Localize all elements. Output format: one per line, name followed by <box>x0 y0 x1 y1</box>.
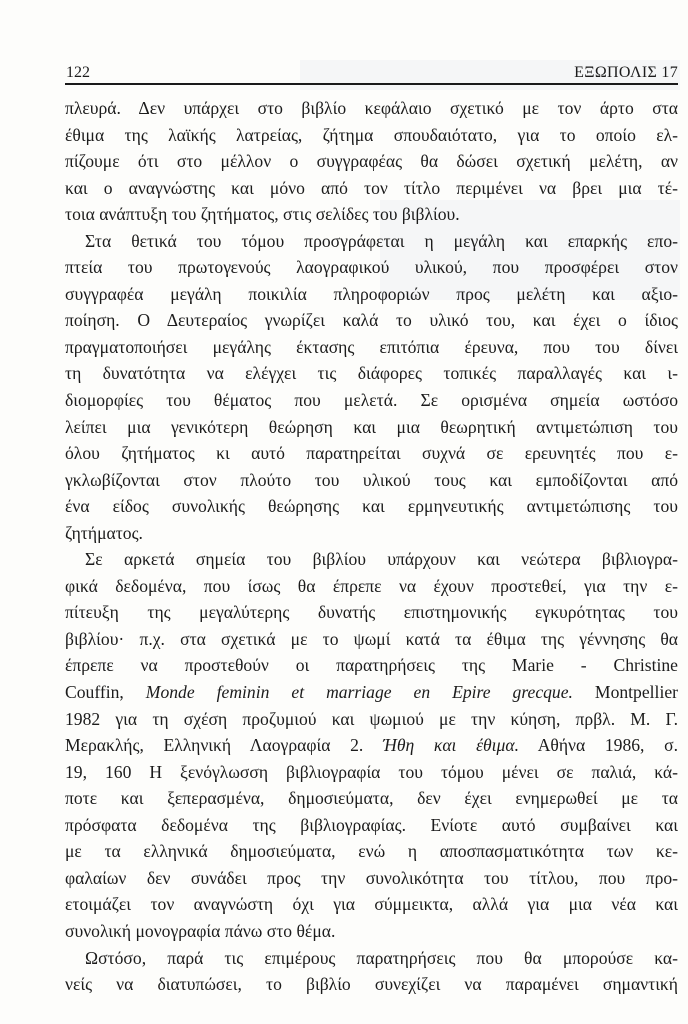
text-segment: ζητήματος. <box>65 522 143 543</box>
text-segment: Montpellier <box>572 682 678 703</box>
text-line <box>65 599 678 626</box>
paragraph-first-line <box>65 945 678 972</box>
text-line <box>65 467 678 494</box>
text-segment: συγγραφέα μεγάλη ποικιλία πληροφοριών προς μελέτη και αξιο- <box>65 283 678 304</box>
text-line <box>65 440 678 467</box>
text-segment: φικά δεδομένα, που ίσως θα έπρεπε να έχουν προστεθεί, για την ε- <box>65 575 678 596</box>
italic-title: Ήθη και έθιμα. <box>382 735 520 756</box>
text-segment: φαλαίων δεν συνάδει προς την συνολικότητα του τίτλου, που προ- <box>65 867 678 888</box>
text-segment: Αθήνα 1986, σ. <box>519 735 678 756</box>
text-segment: Ωστόσο, παρά τις επιμέρους παρατηρήσεις που θα μπορούσε κα- <box>85 947 678 968</box>
text-segment: Couffin, <box>65 682 146 703</box>
text-line <box>65 706 678 733</box>
text-line <box>65 759 678 786</box>
text-line <box>65 148 678 175</box>
text-segment: πίζουμε ότι στο μέλλον ο συγγραφέας θα δώσει σχετική μελέτη, αν <box>65 151 678 172</box>
document-page <box>65 62 678 998</box>
text-segment: ποίηση. Ο Δευτεραίος γνωρίζει καλά το υλικό του, και έχει ο ίδιος <box>65 310 678 331</box>
paragraph-first-line <box>65 228 678 255</box>
text-segment: ένα είδος συνολικής θεώρησης και ερμηνευτικής αντιμετώπισης του <box>65 496 678 517</box>
paragraph-first-line <box>65 546 678 573</box>
text-line <box>65 95 678 122</box>
text-segment: πρόσφατα δεδομένα της βιβλιογραφίας. Ενίοτε αυτό συμβαίνει και <box>65 814 678 835</box>
text-line <box>65 387 678 414</box>
text-segment: διομορφίες του θέματος που μελετά. Σε ορισμένα σημεία ωστόσο <box>65 390 678 411</box>
text-segment: έπρεπε να προστεθούν οι παρατηρήσεις της Marie - Christine <box>65 655 678 676</box>
text-line <box>65 281 678 308</box>
text-segment: πτεία του πρωτογενούς λαογραφικού υλικού, που προσφέρει στον <box>65 257 678 278</box>
text-line <box>65 626 678 653</box>
text-segment: συνολική μονογραφία πάνω στο θέμα. <box>65 920 336 941</box>
text-segment: βιβλίου· π.χ. στα σχετικά με το ψωμί κατά τα έθιμα της γέννησης θα <box>65 628 678 649</box>
text-segment: τη δυνατότητα να ελέγχει τις διάφορες τοπικές παραλλαγές και ι- <box>65 363 678 384</box>
text-line <box>65 891 678 918</box>
text-segment: 1982 για τη σχέση προζυμιού και ψωμιού με την κύηση, πρβλ. Μ. Γ. <box>65 708 678 729</box>
text-segment: Μερακλής, Ελληνική Λαογραφία 2. <box>65 735 383 756</box>
text-line <box>65 652 678 679</box>
text-segment: Στα θετικά του τόμου προσγράφεται η μεγάλη και επαρκής επο- <box>85 230 678 251</box>
text-segment: ποτε και ξεπερασμένα, δημοσιεύματα, δεν έχει ενημερωθεί με τα <box>65 788 678 809</box>
text-segment: πίτευξη της μεγαλύτερης δυνατής επιστημονικής εγκυρότητας του <box>65 602 678 623</box>
text-segment: έθιμα της λαϊκής λατρείας, ζήτημα σπουδαιότατο, για το οποίο ελ- <box>65 124 678 145</box>
text-segment: λείπει μια γενικότερη θεώρηση και μια θεωρητική αντιμετώπιση του <box>65 416 678 437</box>
text-line <box>65 175 678 202</box>
text-segment: γκλωβίζονται στον πλούτο του υλικού τους και εμποδίζονται από <box>65 469 678 490</box>
text-line <box>65 493 678 520</box>
running-header <box>65 62 678 85</box>
text-line <box>65 122 678 149</box>
text-line <box>65 360 678 387</box>
page-number: 122 <box>66 64 90 81</box>
text-segment: όλου ζητήματος κι αυτό παρατηρείται συχνά σε ερευνητές που ε- <box>65 443 678 464</box>
journal-title: ΕΞΩΠΟΛΙΣ 17 <box>574 64 678 81</box>
text-segment: ετοιμάζει τον αναγνώστη όχι για σύμμεικτα, αλλά για μια νέα και <box>65 894 678 915</box>
text-segment: 19, 160 Η ξενόγλωσση βιβλιογραφία του τόμου μένει σε παλιά, κά- <box>65 761 678 782</box>
text-line <box>65 679 678 706</box>
text-segment: και ο αναγνώστης και μόνο από τον τίτλο περιμένει να βρει μια τέ- <box>65 177 678 198</box>
text-line <box>65 307 678 334</box>
text-line <box>65 812 678 839</box>
body-text <box>65 95 678 998</box>
italic-title: Monde feminin et marriage en Epire grecque. <box>145 682 573 703</box>
text-segment: με τα ελληνικά δημοσιεύματα, ενώ η αποσπασματικότητα των κε- <box>65 841 678 862</box>
text-line <box>65 254 678 281</box>
text-segment: πλευρά. Δεν υπάρχει στο βιβλίο κεφάλαιο σχετικό με τον άρτο στα <box>65 98 678 118</box>
text-line <box>65 838 678 865</box>
text-line <box>65 865 678 892</box>
text-segment: Σε αρκετά σημεία του βιβλίου υπάρχουν και νεώτερα βιβλιογρα- <box>85 549 678 570</box>
text-line <box>65 918 678 945</box>
text-line <box>65 414 678 441</box>
text-line <box>65 971 678 998</box>
text-line <box>65 520 678 547</box>
text-segment: πραγματοποιήσει μεγάλης έκτασης επιτόπια έρευνα, που του δίνει <box>65 336 678 357</box>
text-line <box>65 785 678 812</box>
text-line <box>65 573 678 600</box>
text-segment: τοια ανάπτυξη του ζητήματος, στις σελίδες του βιβλίου. <box>65 204 460 225</box>
text-line <box>65 732 678 759</box>
text-line <box>65 334 678 361</box>
text-line <box>65 201 678 228</box>
text-segment: νείς να διατυπώσει, το βιβλίο συνεχίζει να παραμένει σημαντική <box>65 974 678 995</box>
